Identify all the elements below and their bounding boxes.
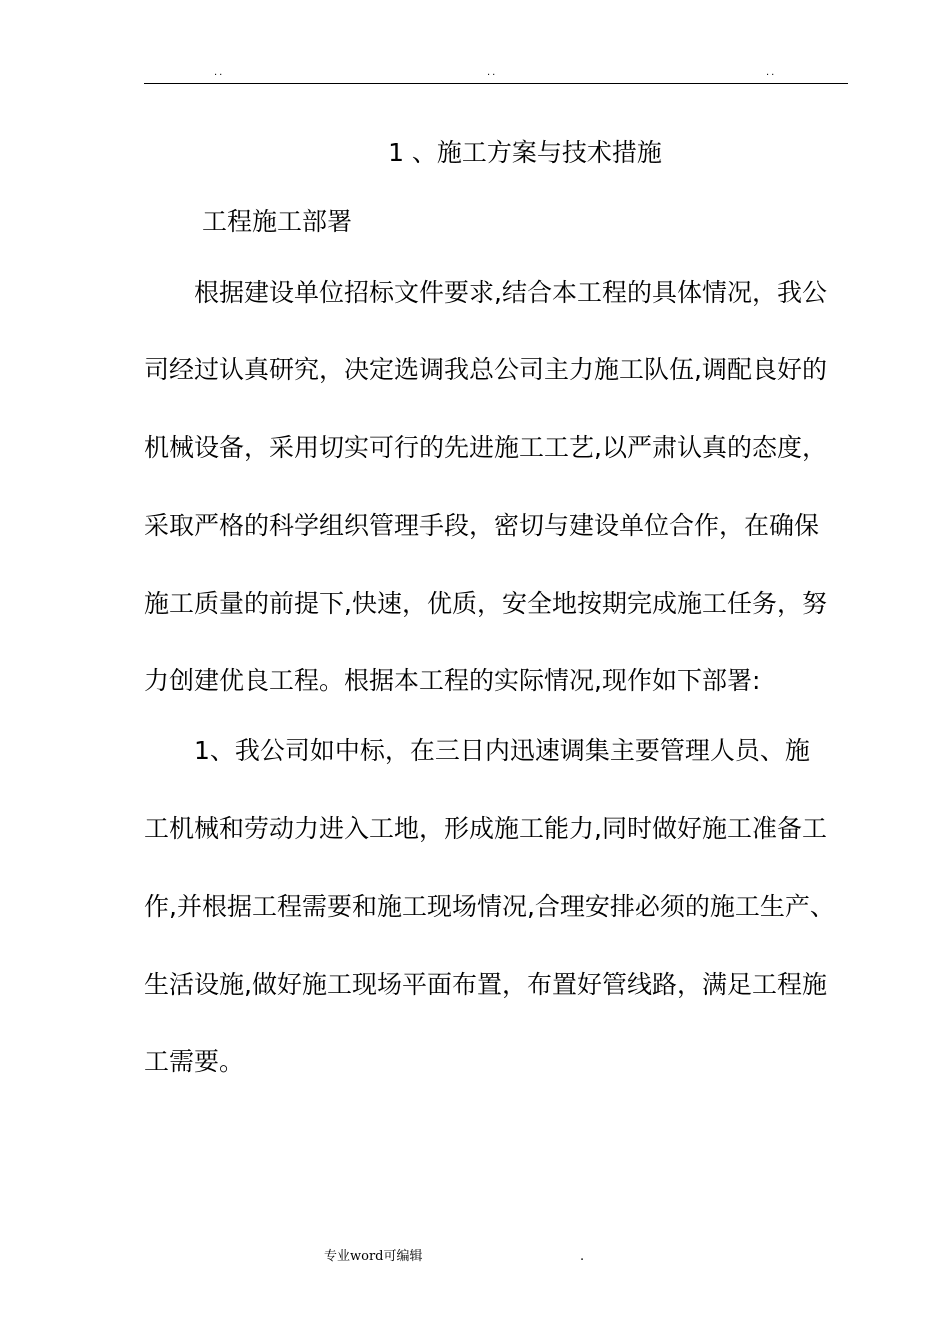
footer-text: 专业word可编辑 bbox=[324, 1249, 423, 1264]
document-title: 1 、施工方案与技术措施 bbox=[388, 138, 662, 167]
paragraph-line: 工机械和劳动力进入工地，形成施工能力,同时做好施工准备工 bbox=[144, 814, 827, 843]
paragraph-line: 根据建设单位招标文件要求,结合本工程的具体情况，我公 bbox=[194, 278, 827, 307]
paragraph-line: 工需要。 bbox=[144, 1047, 245, 1076]
paragraph-line: 1、我公司如中标，在三日内迅速调集主要管理人员、施 bbox=[194, 736, 810, 765]
paragraph-line: 施工质量的前提下,快速，优质，安全地按期完成施工任务，努 bbox=[144, 589, 827, 618]
paragraph-line: 机械设备，采用切实可行的先进施工工艺,以严肃认真的态度， bbox=[144, 433, 827, 462]
footer-mark: . bbox=[580, 1249, 585, 1264]
paragraph-line: 生活设施,做好施工现场平面布置，布置好管线路，满足工程施 bbox=[144, 970, 827, 999]
paragraph-line: 力创建优良工程。根据本工程的实际情况,现作如下部署: bbox=[144, 666, 761, 695]
header-mark-left: .. bbox=[214, 67, 225, 78]
section-heading: 工程施工部署 bbox=[202, 207, 353, 236]
paragraph-line: 采取严格的科学组织管理手段，密切与建设单位合作，在确保 bbox=[144, 511, 820, 540]
header-mark-center: .. bbox=[487, 67, 498, 78]
paragraph-line: 司经过认真研究，决定选调我总公司主力施工队伍,调配良好的 bbox=[144, 355, 827, 384]
paragraph-line: 作,并根据工程需要和施工现场情况,合理安排必须的施工生产、 bbox=[144, 892, 835, 921]
header-rule bbox=[144, 83, 848, 84]
header-mark-right: .. bbox=[766, 67, 777, 78]
